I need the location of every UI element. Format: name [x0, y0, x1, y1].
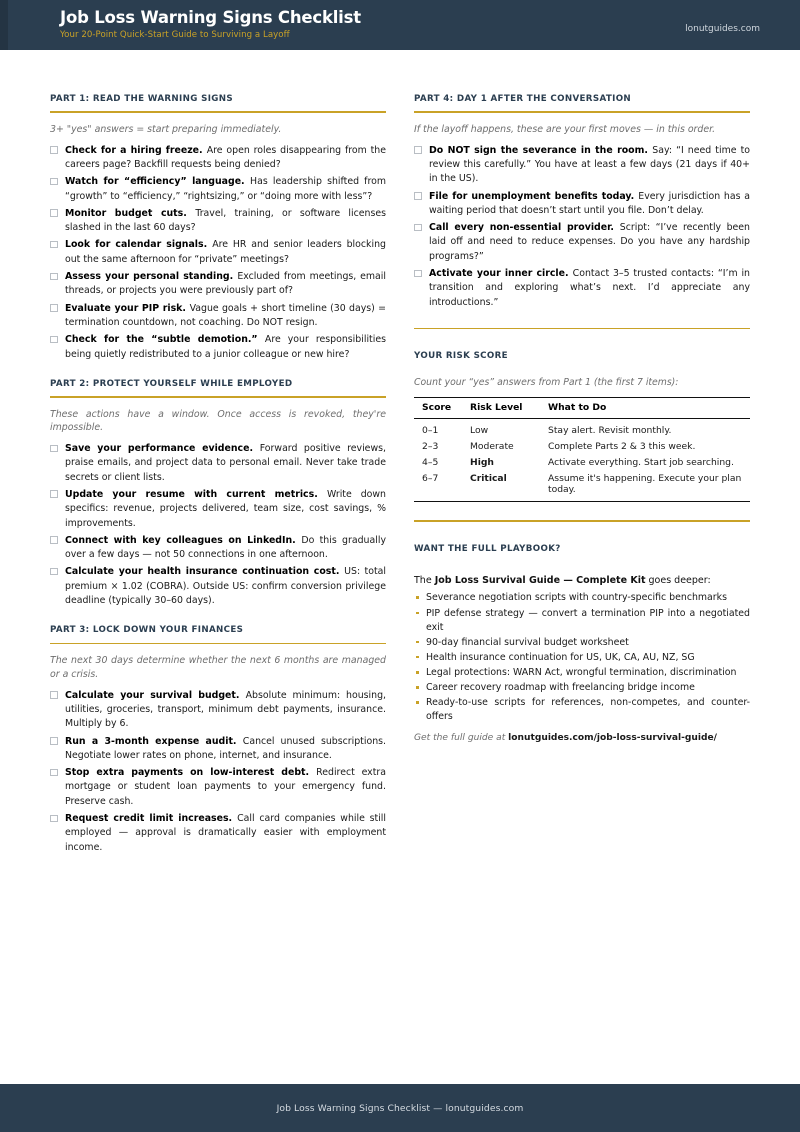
risk-note: Count your “yes” answers from Part 1 (the first 7 items):	[414, 376, 679, 388]
checklist-item-title: Monitor budget cuts.	[65, 207, 196, 219]
checkbox-icon[interactable]	[50, 769, 58, 777]
checklist-item-title: Save your performance evidence.	[65, 443, 260, 455]
checklist-item-title: Check for the “subtle demotion.”	[65, 334, 265, 346]
checklist-item-body: US: total premium × 1.02 (COBRA). Outside US: confirm conversion privilege deadline (typically 30–60 days).	[65, 566, 386, 607]
page-subtitle: Your 20-Point Quick-Start Guide to Surviving a Layoff	[60, 30, 290, 41]
checklist-item-title: Evaluate your PIP risk.	[65, 302, 190, 314]
risk-heading: YOUR RISK SCORE	[414, 351, 508, 362]
playbook-list-item	[414, 681, 750, 695]
checklist-item-body: Redirect extra mortgage or student loan payments to your emergency fund. Preserve cash.	[65, 767, 386, 807]
playbook-foot-link[interactable]: lonutguides.com/job-loss-survival-guide/	[508, 733, 717, 744]
checklist-item[interactable]	[50, 238, 386, 267]
checkbox-icon[interactable]	[50, 209, 58, 217]
checklist-item-title: Run a 3-month expense audit.	[65, 735, 243, 747]
checklist-item-body: Script: “I’ve recently been laid off and need to reduce expenses. Do you have any hardship programs?”	[429, 222, 751, 262]
risk-cell-score: 0–1	[422, 424, 439, 436]
checklist-item[interactable]	[50, 175, 386, 204]
risk-table-head	[414, 397, 750, 418]
checkbox-icon[interactable]	[50, 815, 58, 823]
playbook-list-item-text: Career recovery roadmap with freelancing bridge income	[426, 682, 695, 694]
bullet-icon	[416, 686, 419, 689]
section-part3	[50, 625, 386, 855]
checkbox-icon[interactable]	[50, 536, 58, 544]
checklist-item-title: Call every non-essential provider.	[429, 222, 620, 234]
playbook-list-item-text: 90-day financial survival budget worksheet	[426, 636, 629, 648]
checklist-item[interactable]	[414, 267, 750, 310]
playbook-list-item	[414, 651, 750, 665]
checklist-item[interactable]	[50, 488, 386, 531]
bullet-icon	[416, 612, 419, 615]
part1-lede: 3+ "yes" answers = start preparing immediately.	[50, 124, 282, 136]
checklist-item[interactable]	[50, 689, 386, 732]
checklist-item-body: Vague goals + short timeline (30 days) = termination countdown, not coaching. Do NOT resign.	[65, 302, 386, 328]
page-header	[0, 0, 800, 50]
bullet-icon	[416, 656, 419, 659]
section-part1	[50, 94, 386, 362]
playbook-list-item-text: Ready-to-use scripts for references, non-competes, and counter-offers	[426, 697, 750, 723]
playbook-list-item-text: Legal protections: WARN Act, wrongful termination, discrimination	[426, 666, 737, 678]
risk-col-level: Risk Level	[470, 397, 548, 418]
checklist-item-body: Are open roles disappearing from the careers page? Backfill requests being denied?	[65, 144, 386, 170]
checklist-item[interactable]	[50, 144, 386, 173]
risk-section-divider	[414, 328, 750, 329]
playbook-intro-suffix: goes deeper:	[645, 575, 711, 587]
spacer	[50, 365, 386, 379]
checklist-item[interactable]	[414, 221, 750, 264]
part4-lede: If the layoff happens, these are your first moves — in this order.	[414, 124, 716, 136]
bullet-icon	[416, 701, 419, 704]
risk-cell-todo: Activate everything. Start job searching.	[548, 457, 734, 469]
checklist-item-title: File for unemployment benefits today.	[429, 190, 639, 202]
risk-table-row	[414, 455, 750, 471]
playbook-list-item	[414, 696, 750, 724]
bullet-icon	[416, 671, 419, 674]
header-site-url: lonutguides.com	[685, 24, 760, 34]
checklist-item[interactable]	[50, 442, 386, 485]
checklist-item-title: Stop extra payments on low-interest debt.	[65, 767, 317, 779]
checkbox-icon[interactable]	[50, 691, 58, 699]
part2-checklist	[50, 442, 386, 608]
playbook-intro	[414, 574, 750, 588]
playbook-foot-prefix: Get the full guide at	[414, 733, 509, 744]
checklist-item-body: Absolute minimum: housing, utilities, groceries, transport, minimum debt payments, insurance. Multiply by 6.	[65, 689, 386, 730]
left-column	[50, 94, 386, 858]
part3-divider	[50, 643, 386, 645]
checklist-item[interactable]	[50, 207, 386, 236]
playbook-list-item	[414, 636, 750, 650]
risk-cell-score: 2–3	[422, 440, 439, 452]
right-column	[414, 94, 750, 858]
checklist-item-body: Say: “I need time to review this carefully.” You have at least a few days (21 days if 40+ in the US).	[429, 144, 750, 185]
playbook-list-item-text: PIP defense strategy — convert a termination PIP into a negotiated exit	[426, 607, 750, 633]
playbook-heading: WANT THE FULL PLAYBOOK?	[414, 543, 561, 554]
checkbox-icon[interactable]	[50, 178, 58, 186]
checklist-item[interactable]	[50, 766, 386, 809]
spacer	[414, 362, 750, 376]
risk-header-row	[414, 397, 750, 418]
header-titles	[60, 9, 685, 40]
risk-cell-level: Low	[470, 424, 489, 436]
playbook-list-item-text: Health insurance continuation for US, UK, CA, AU, NZ, SG	[426, 651, 695, 663]
page-title: Job Loss Warning Signs Checklist	[60, 8, 361, 28]
risk-col-score: Score	[414, 397, 470, 418]
checklist-item[interactable]	[50, 270, 386, 299]
checkbox-icon[interactable]	[50, 241, 58, 249]
section-part4	[414, 94, 750, 310]
part3-checklist	[50, 689, 386, 855]
checkbox-icon[interactable]	[50, 336, 58, 344]
part2-divider	[50, 396, 386, 398]
checklist-item-title: Calculate your survival budget.	[65, 689, 246, 701]
checkbox-icon[interactable]	[50, 273, 58, 281]
checkbox-icon[interactable]	[414, 146, 422, 154]
risk-cell-level: Moderate	[470, 440, 514, 452]
playbook-list-item-text: Severance negotiation scripts with country-specific benchmarks	[426, 592, 727, 604]
part1-checklist	[50, 144, 386, 362]
playbook-list-item	[414, 591, 750, 605]
playbook-footnote	[414, 733, 750, 743]
playbook-list-item	[414, 607, 750, 635]
checklist-item[interactable]	[414, 190, 750, 219]
part2-heading: PART 2: PROTECT YOURSELF WHILE EMPLOYED	[50, 378, 293, 389]
checklist-item-body: Contact 3–5 trusted contacts: “I’m in transition and exploring what’s next. I’d appreciate any introductions.”	[429, 268, 750, 308]
spacer	[50, 611, 386, 625]
risk-cell-score: 6–7	[422, 473, 439, 485]
part4-checklist	[414, 144, 750, 310]
checklist-item-title: Connect with key colleagues on LinkedIn.	[65, 534, 302, 546]
checklist-item-body: Are HR and senior leaders blocking out the same afternoon for “private” meetings?	[65, 239, 386, 265]
risk-table-row	[414, 438, 750, 454]
playbook-product-name: Job Loss Survival Guide — Complete Kit	[434, 575, 646, 587]
checklist-item[interactable]	[50, 735, 386, 764]
checkbox-icon[interactable]	[50, 445, 58, 453]
part4-divider	[414, 111, 750, 113]
risk-col-todo: What to Do	[548, 397, 750, 418]
playbook-section-divider	[414, 520, 750, 521]
section-risk-score	[414, 351, 750, 502]
risk-cell-level: High	[470, 457, 494, 469]
checklist-item-title: Assess your personal standing.	[65, 271, 238, 283]
checklist-item-title: Do NOT sign the severance in the room.	[429, 144, 653, 156]
part3-lede: The next 30 days determine whether the next 6 months are managed or a crisis.	[50, 655, 386, 681]
checklist-item-body: Every jurisdiction has a waiting period that doesn’t start until you file. Don’t delay.	[429, 190, 750, 216]
checkbox-icon[interactable]	[50, 304, 58, 312]
checklist-item[interactable]	[50, 302, 386, 331]
part1-divider	[50, 111, 386, 113]
checkbox-icon[interactable]	[414, 192, 422, 200]
checklist-item[interactable]	[50, 333, 386, 362]
header-accent-bar	[0, 0, 8, 50]
spacer	[414, 554, 750, 574]
content-columns	[0, 50, 800, 858]
risk-cell-level: Critical	[470, 473, 507, 485]
bullet-icon	[416, 641, 419, 644]
bullet-icon	[416, 596, 419, 599]
playbook-intro-prefix: The	[414, 575, 435, 587]
checklist-item[interactable]	[50, 565, 386, 608]
risk-table-body	[414, 418, 750, 502]
risk-cell-todo: Assume it's happening. Execute your plan today.	[548, 473, 742, 496]
checklist-item-body: Travel, training, or software licenses slashed in the last 60 days?	[65, 207, 386, 234]
checklist-item-body: Call card companies while still employed — approval is dramatically easier with employment income.	[65, 813, 387, 853]
risk-table-row	[414, 418, 750, 438]
checkbox-icon[interactable]	[50, 568, 58, 576]
checklist-item-body: Write down specifics: revenue, projects delivered, team size, cost savings, % improvements.	[65, 488, 386, 529]
checklist-item[interactable]	[414, 144, 750, 187]
checkbox-icon[interactable]	[50, 146, 58, 154]
risk-cell-score: 4–5	[422, 457, 439, 469]
checklist-item-body: Has leadership shifted from “growth” to “efficiency,” “rightsizing,” or “doing more with less”?	[65, 176, 386, 202]
risk-cell-todo: Complete Parts 2 & 3 this week.	[548, 440, 696, 452]
playbook-list-item	[414, 666, 750, 680]
footer-text: Job Loss Warning Signs Checklist — lonutguides.com	[276, 1102, 524, 1114]
part4-heading: PART 4: DAY 1 AFTER THE CONVERSATION	[414, 94, 632, 104]
checklist-item-title: Request credit limit increases.	[65, 813, 238, 825]
checkbox-icon[interactable]	[414, 270, 422, 278]
checklist-item-body: Do this gradually over a few days — not 50 connections in one afternoon.	[65, 534, 387, 561]
section-playbook	[414, 544, 750, 744]
checklist-item-title: Calculate your health insurance continuation cost.	[65, 566, 345, 578]
page-footer	[0, 1084, 800, 1132]
risk-table	[414, 397, 750, 503]
checklist-item-body: Cancel unused subscriptions. Negotiate lower rates on phone, internet, and insurance.	[65, 735, 386, 761]
checklist-item[interactable]	[50, 534, 386, 563]
checklist-item-body: Excluded from meetings, email threads, or projects you were previously part of?	[65, 271, 387, 297]
playbook-feature-list	[414, 591, 750, 724]
checklist-item-title: Look for calendar signals.	[65, 239, 213, 251]
risk-table-row	[414, 471, 750, 502]
part1-heading: PART 1: READ THE WARNING SIGNS	[50, 94, 234, 104]
checkbox-icon[interactable]	[414, 224, 422, 232]
checklist-item-body: Are your responsibilities being quietly redistributed to a junior colleague or new hire?	[65, 334, 386, 360]
checkbox-icon[interactable]	[50, 737, 58, 745]
checkbox-icon[interactable]	[50, 490, 58, 498]
risk-cell-todo: Stay alert. Revisit monthly.	[548, 424, 672, 436]
checklist-item[interactable]	[50, 812, 386, 855]
checklist-item-title: Check for a hiring freeze.	[65, 144, 207, 156]
part3-heading: PART 3: LOCK DOWN YOUR FINANCES	[50, 625, 244, 636]
section-part2	[50, 379, 386, 609]
checklist-item-title: Update your resume with current metrics.	[65, 488, 327, 500]
part2-lede: These actions have a window. Once access is revoked, they're impossible.	[50, 408, 386, 434]
checklist-item-title: Activate your inner circle.	[429, 268, 573, 280]
checklist-item-body: Forward positive reviews, praise emails, and project data to personal email. Never take trade secrets or client lists.	[65, 443, 386, 483]
checklist-item-title: Watch for “efficiency” language.	[65, 176, 251, 188]
